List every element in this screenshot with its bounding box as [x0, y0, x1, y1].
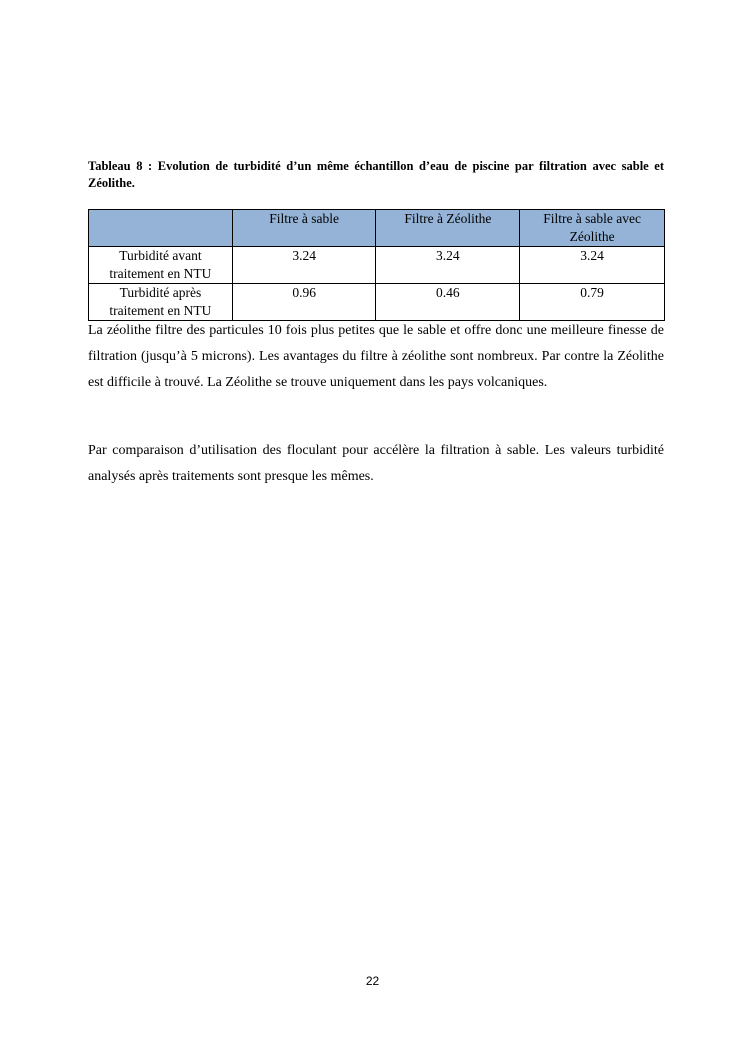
table-row	[89, 247, 665, 284]
page-number: 22	[365, 974, 380, 988]
table-cell: 3.24	[376, 247, 520, 284]
row-label: Turbidité avant traitement en NTU	[89, 247, 233, 284]
table-row	[89, 284, 665, 321]
table-cell: 0.46	[376, 284, 520, 321]
body-paragraph: La zéolithe filtre des particules 10 fois plus petites que le sable et offre donc une meilleure finesse de filtration (jusqu’à 5 microns). Les avantages du filtre à zéolithe sont nombreux. Par contre la Zéolithe est difficile à trouvé. La Zéolithe se trouve uniquement dans les pays volcaniques.	[88, 323, 664, 390]
table-cell: 3.24	[520, 247, 665, 284]
table-cell: 0.96	[232, 284, 376, 321]
header-cell-empty	[89, 210, 233, 247]
header-cell-sand-zeolite-filter: Filtre à sable avec Zéolithe	[520, 210, 665, 247]
turbidity-table	[88, 209, 665, 321]
table-header-row	[89, 210, 665, 247]
table-cell: 0.79	[520, 284, 665, 321]
table-cell: 3.24	[232, 247, 376, 284]
body-paragraph: Par comparaison d’utilisation des floculant pour accélère la filtration à sable. Les valeurs turbidité analysés après traitements sont presque les mêmes.	[88, 443, 664, 484]
header-cell-zeolite-filter: Filtre à Zéolithe	[376, 210, 520, 247]
header-cell-sand-filter: Filtre à sable	[232, 210, 376, 247]
row-label: Turbidité après traitement en NTU	[89, 284, 233, 321]
table-caption: Tableau 8 : Evolution de turbidité d’un même échantillon d’eau de piscine par filtration avec sable et Zéolithe.	[88, 159, 664, 190]
